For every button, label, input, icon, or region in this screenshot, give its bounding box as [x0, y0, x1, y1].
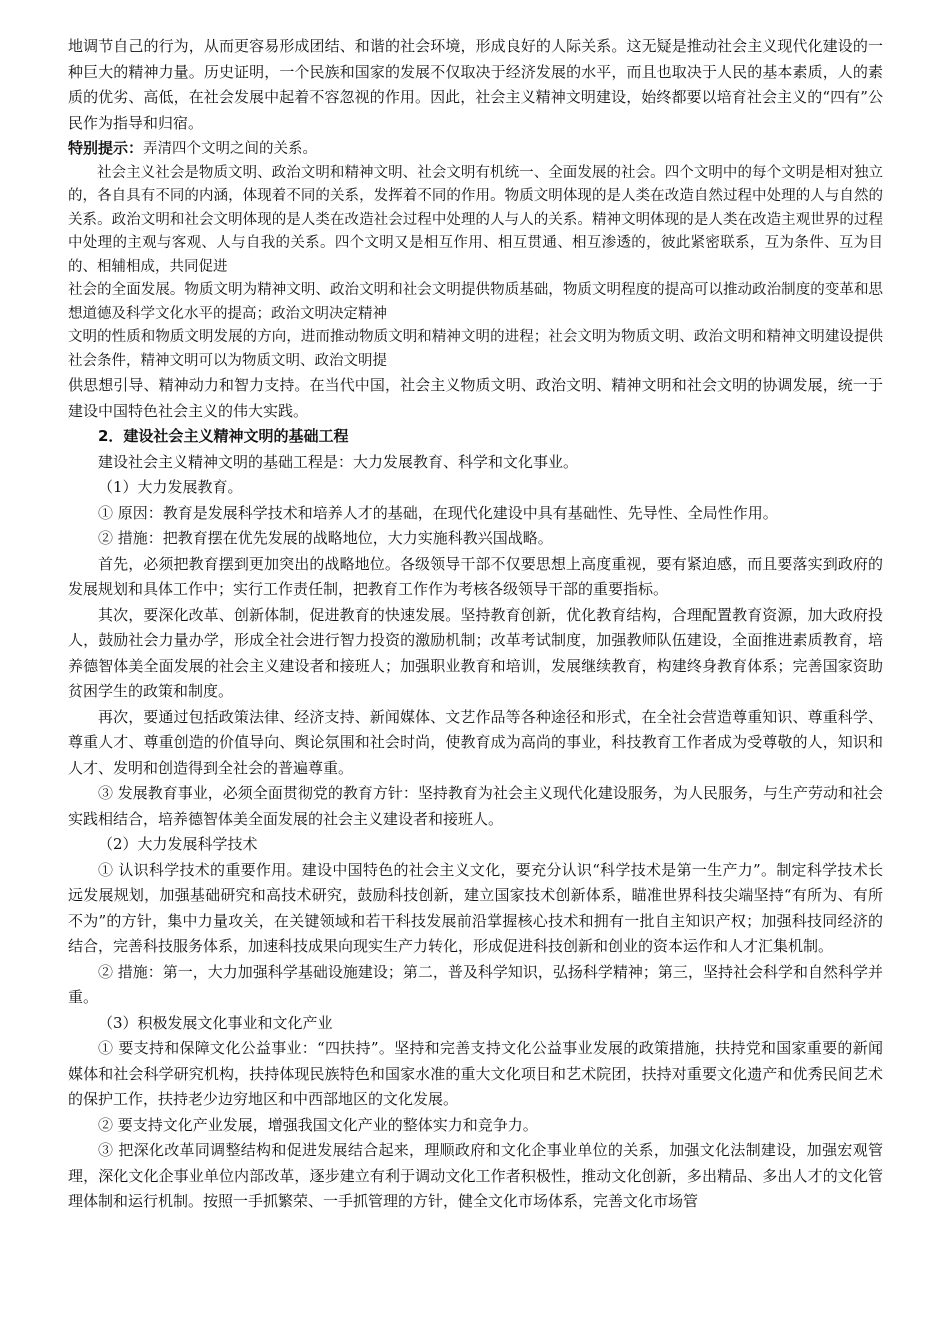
section-heading-2: 2．建设社会主义精神文明的基础工程 — [98, 427, 349, 445]
education-first: 首先，必须把教育摆到更加突出的战略地位。各级领导干部不仅要思想上高度重视，要有紧迫感，而且要落实到政府的发展规划和具体工作中；实行工作责任制，把教育工作作为考核各级领导干部的重要指标。 — [68, 554, 883, 598]
culture-point-2: ② 要支持文化产业发展，增强我国文化产业的整体实力和竞争力。 — [98, 1115, 538, 1134]
subheading-science: （2）大力发展科学技术 — [98, 835, 258, 853]
tip-text: 弄清四个文明之间的关系。 — [143, 141, 318, 157]
tip-paragraph-end: 供思想引导、精神动力和智力支持。在当代中国，社会主义物质文明、政治文明、精神文明和社会文明的协调发展，统一于建设中国特色社会主义的伟大实践。 — [68, 376, 883, 420]
science-point-2: ② 措施：第一，大力加强科学基础设施建设；第二，普及科学知识，弘扬科学精神；第三，坚持社会科学和自然科学并重。 — [68, 962, 883, 1006]
culture-point-3: ③ 把深化改革同调整结构和促进发展结合起来，理顺政府和文化企事业单位的关系，加强文化法制建设，加强宏观管理，深化文化企事业单位内部改革，逐步建立有利于调动文化工作者积极性，推动文化创新，多出精品、多出人才的文化管理体制和运行机制。按照一手抓繁荣、一手抓管理的方针，健全文化市场体系，完善文化市场管 — [68, 1141, 883, 1210]
paragraph-intro: 地调节自己的行为，从而更容易形成团结、和谐的社会环境，形成良好的人际关系。这无疑是推动社会主义现代化建设的一种巨大的精神力量。历史证明，一个民族和国家的发展不仅取决于经济发展的水平，而且也取决于人民的基本素质，人的素质的优劣、高低，在社会发展中起着不容忽视的作用。因此，社会主义精神文明建设，始终都要以培育社会主义的“四有”公民作为指导和归宿。 — [68, 37, 883, 132]
tip-paragraph-3: 文明的性质和物质文明发展的方向，进而推动物质文明和精神文明的进程；社会文明为物质文明、政治文明和精神文明建设提供社会条件，精神文明可以为物质文明、政治文明提 — [68, 329, 883, 369]
culture-point-1: ① 要支持和保障文化公益事业：“四扶持”。坚持和完善支持文化公益事业发展的政策措施，扶持党和国家重要的新闻媒体和社会科学研究机构，扶持体现民族特色和国家水准的重大文化项目和艺术院团，扶持对重要文化遗产和优秀民间艺术的保护工作，扶持老少边穷地区和中西部地区的文化发展。 — [68, 1039, 883, 1108]
tip-label: 特别提示： — [68, 139, 144, 157]
education-policy: ③ 发展教育事业，必须全面贯彻党的教育方针：坚持教育为社会主义现代化建设服务，为人民服务，与生产劳动和社会实践相结合，培养德智体美全面发展的社会主义建设者和接班人。 — [68, 784, 883, 828]
science-point-1: ① 认识科学技术的重要作用。建设中国特色的社会主义文化，要充分认识“科学技术是第一生产力”。制定科学技术长远发展规划，加强基础研究和高技术研究，鼓励科技创新，建立国家技术创新体系，瞄准世界科技尖端坚持“有所为、有所不为”的方针，集中力量攻关，在关键领域和若干科技发展前沿掌握核心技术和拥有一批自主知识产权；加强科技同经济的结合，完善科技服务体系，加速科技成果向现实生产力转化，形成促进科技创新和创业的资本运作和人才汇集机制。 — [68, 860, 883, 955]
education-measure: ② 措施：把教育摆在优先发展的战略地位，大力实施科教兴国战略。 — [98, 529, 553, 547]
special-tip — [68, 136, 883, 162]
subheading-culture: （3）积极发展文化事业和文化产业 — [98, 1013, 333, 1032]
education-third: 再次，要通过包括政策法律、经济支持、新闻媒体、文艺作品等各种途径和形式，在全社会营造尊重知识、尊重科学、尊重人才、尊重创造的价值导向、舆论氛围和社会时尚，使教育成为高尚的事业，科技教育工作者成为受尊敬的人，知识和人才、发明和创造得到全社会的普遍尊重。 — [68, 707, 883, 777]
subheading-education: （1）大力发展教育。 — [98, 478, 243, 496]
tip-paragraph-2: 社会的全面发展。物质文明为精神文明、政治文明和社会文明提供物质基础，物质文明程度的提高可以推动政治制度的变革和思想道德及科学文化水平的提高；政治文明决定精神 — [68, 282, 883, 322]
education-reason: ① 原因：教育是发展科学技术和培养人才的基础，在现代化建设中具有基础性、先导性、全局性作用。 — [98, 503, 778, 522]
document-page — [68, 34, 883, 1215]
education-second: 其次，要深化改革、创新体制，促进教育的快速发展。坚持教育创新，优化教育结构，合理配置教育资源，加大政府投人，鼓励社会力量办学，形成全社会进行智力投资的激励机制；改革考试制度，加强教师队伍建设，全面推进素质教育，培养德智体美全面发展的社会主义建设者和接班人；加强职业教育和培训，发展继续教育，构建终身教育体系；完善国家资助贫困学生的政策和制度。 — [68, 605, 883, 700]
paragraph-basic-project: 建设社会主义精神文明的基础工程是：大力发展教育、科学和文化事业。 — [98, 452, 579, 471]
tip-paragraph-1: 社会主义社会是物质文明、政治文明和精神文明、社会文明有机统一、全面发展的社会。四个文明中的每个文明是相对独立的，各自具有不同的内涵，体现着不同的关系，发挥着不同的作用。物质文明体现的是人类在改造自然过程中处理的人与自然的关系。政治文明和社会文明体现的是人类在改造社会过程中处理的人与人的关系。精神文明体现的是人类在改造主观世界的过程中处理的主观与客观、人与自我的关系。四个文明又是相互作用、相互贯通、相互渗透的，彼此紧密联系，互为条件、互为目的、相辅相成，共同促进 — [68, 164, 883, 275]
